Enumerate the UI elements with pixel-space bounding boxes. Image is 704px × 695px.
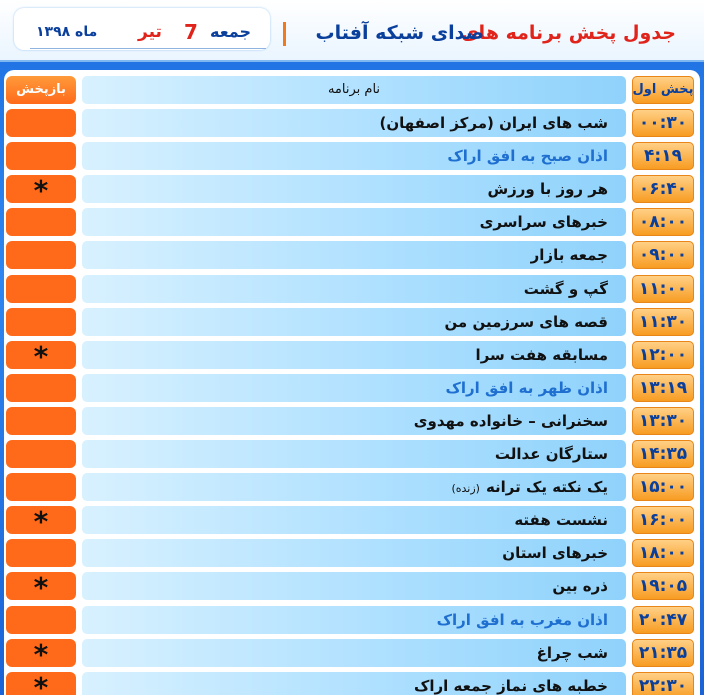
month-name: تیر bbox=[138, 22, 162, 42]
program-name: نشست هفته bbox=[514, 511, 608, 530]
broadcast-time: ۱۱:۰۰ bbox=[632, 275, 694, 303]
table-row bbox=[4, 639, 700, 669]
broadcast-time: ۴:۱۹ bbox=[632, 142, 694, 170]
rerun-marker bbox=[6, 539, 76, 567]
program-name-cell bbox=[82, 109, 626, 137]
date-box bbox=[14, 8, 270, 50]
table-row bbox=[4, 241, 700, 271]
rerun-marker bbox=[6, 374, 76, 402]
schedule-table bbox=[4, 70, 700, 695]
table-row bbox=[4, 606, 700, 636]
program-name-cell bbox=[82, 308, 626, 336]
broadcast-time: ۰۹:۰۰ bbox=[632, 241, 694, 269]
program-name-cell bbox=[82, 572, 626, 600]
program-note: (زنده) bbox=[451, 482, 480, 496]
program-name-cell bbox=[82, 142, 626, 170]
broadcast-time: ۱۳:۱۹ bbox=[632, 374, 694, 402]
rerun-marker bbox=[6, 142, 76, 170]
year-label: ماه ۱۳۹۸ bbox=[36, 24, 98, 40]
broadcast-time: ۰۸:۰۰ bbox=[632, 208, 694, 236]
broadcast-time: ۰۶:۴۰ bbox=[632, 175, 694, 203]
program-name-cell bbox=[82, 639, 626, 667]
table-row bbox=[4, 275, 700, 305]
program-name: اذان مغرب به افق اراک bbox=[436, 610, 608, 629]
program-name-cell bbox=[82, 275, 626, 303]
broadcast-time: ۱۱:۳۰ bbox=[632, 308, 694, 336]
table-row bbox=[4, 505, 700, 539]
rerun-marker bbox=[6, 473, 76, 501]
program-name-cell bbox=[82, 539, 626, 567]
program-name: ذره بین bbox=[552, 577, 608, 596]
broadcast-time: ۱۹:۰۵ bbox=[632, 572, 694, 600]
program-name-cell bbox=[82, 407, 626, 435]
program-name: قصه های سرزمین من bbox=[444, 312, 608, 331]
rerun-marker bbox=[6, 440, 76, 468]
broadcast-time: ۲۲:۳۰ bbox=[632, 672, 694, 695]
table-row bbox=[4, 473, 700, 503]
rerun-marker bbox=[6, 109, 76, 137]
rerun-marker: * bbox=[6, 506, 76, 534]
program-name-cell bbox=[82, 374, 626, 402]
table-row bbox=[4, 208, 700, 238]
column-header-first-broadcast: پخش اول bbox=[632, 76, 694, 104]
program-name: شب های ایران (مرکز اصفهان) bbox=[379, 114, 608, 132]
program-name: خطبه های نماز جمعه اراک bbox=[414, 676, 608, 695]
program-name: سخنرانی – خانواده مهدوی bbox=[413, 411, 608, 430]
table-row bbox=[4, 142, 700, 172]
program-name: اذان ظهر به افق اراک bbox=[445, 378, 608, 397]
rerun-marker bbox=[6, 208, 76, 236]
table-row bbox=[4, 109, 700, 139]
rerun-marker bbox=[6, 241, 76, 269]
rerun-marker: * bbox=[6, 175, 76, 203]
program-name: خبرهای استان bbox=[502, 544, 608, 563]
program-name-cell bbox=[82, 175, 626, 203]
program-name: هر روز با ورزش bbox=[487, 180, 608, 199]
program-name: جمعه بازار bbox=[530, 246, 608, 265]
broadcast-time: ۱۸:۰۰ bbox=[632, 539, 694, 567]
table-row bbox=[4, 539, 700, 569]
rerun-marker: * bbox=[6, 672, 76, 695]
date-underline bbox=[30, 48, 266, 49]
broadcast-time: ۱۲:۰۰ bbox=[632, 341, 694, 369]
program-name-cell bbox=[82, 473, 626, 501]
column-header-rerun: بازپخش bbox=[6, 76, 76, 104]
table-row bbox=[4, 571, 700, 605]
broadcast-time: ۰۰:۳۰ bbox=[632, 109, 694, 137]
program-name: خبرهای سراسری bbox=[479, 213, 608, 232]
table-row bbox=[4, 440, 700, 470]
table-row bbox=[4, 174, 700, 208]
program-name-cell bbox=[82, 341, 626, 369]
page-title: جدول پخش برنامه های bbox=[461, 22, 676, 44]
broadcast-time: ۲۰:۴۷ bbox=[632, 606, 694, 634]
table-row bbox=[4, 374, 700, 404]
broadcast-time: ۱۵:۰۰ bbox=[632, 473, 694, 501]
program-name: گپ و گشت bbox=[523, 279, 608, 298]
broadcast-time: ۲۱:۳۵ bbox=[632, 639, 694, 667]
program-name-cell bbox=[82, 208, 626, 236]
program-name: مسابقه هفت سرا bbox=[475, 345, 608, 364]
program-name-cell bbox=[82, 440, 626, 468]
rerun-marker bbox=[6, 308, 76, 336]
header-divider bbox=[283, 22, 286, 46]
broadcast-time: ۱۴:۳۵ bbox=[632, 440, 694, 468]
table-header-row bbox=[4, 76, 700, 106]
program-name: ستارگان عدالت bbox=[494, 445, 608, 463]
program-name-cell bbox=[82, 506, 626, 534]
column-header-program-name: نام برنامه bbox=[82, 76, 626, 104]
broadcast-time: ۱۳:۳۰ bbox=[632, 407, 694, 435]
network-name: صدای شبکه آفتاب bbox=[315, 22, 484, 44]
program-name: یک نکته یک ترانه bbox=[485, 478, 608, 497]
table-row bbox=[4, 672, 700, 695]
program-name-cell bbox=[82, 241, 626, 269]
table-row bbox=[4, 407, 700, 437]
table-row bbox=[4, 341, 700, 371]
program-name: شب چراغ bbox=[536, 643, 608, 662]
rerun-marker: * bbox=[6, 341, 76, 369]
day-number: 7 bbox=[184, 20, 198, 44]
day-name: جمعه bbox=[210, 22, 251, 41]
rerun-marker bbox=[6, 407, 76, 435]
broadcast-time: ۱۶:۰۰ bbox=[632, 506, 694, 534]
rerun-marker: * bbox=[6, 639, 76, 667]
rerun-marker bbox=[6, 275, 76, 303]
rerun-marker: * bbox=[6, 572, 76, 600]
page-header bbox=[0, 0, 704, 62]
program-name: اذان صبح به افق اراک bbox=[447, 147, 608, 166]
rerun-marker bbox=[6, 606, 76, 634]
program-name-cell bbox=[82, 672, 626, 695]
table-row bbox=[4, 308, 700, 338]
program-name-cell bbox=[82, 606, 626, 634]
